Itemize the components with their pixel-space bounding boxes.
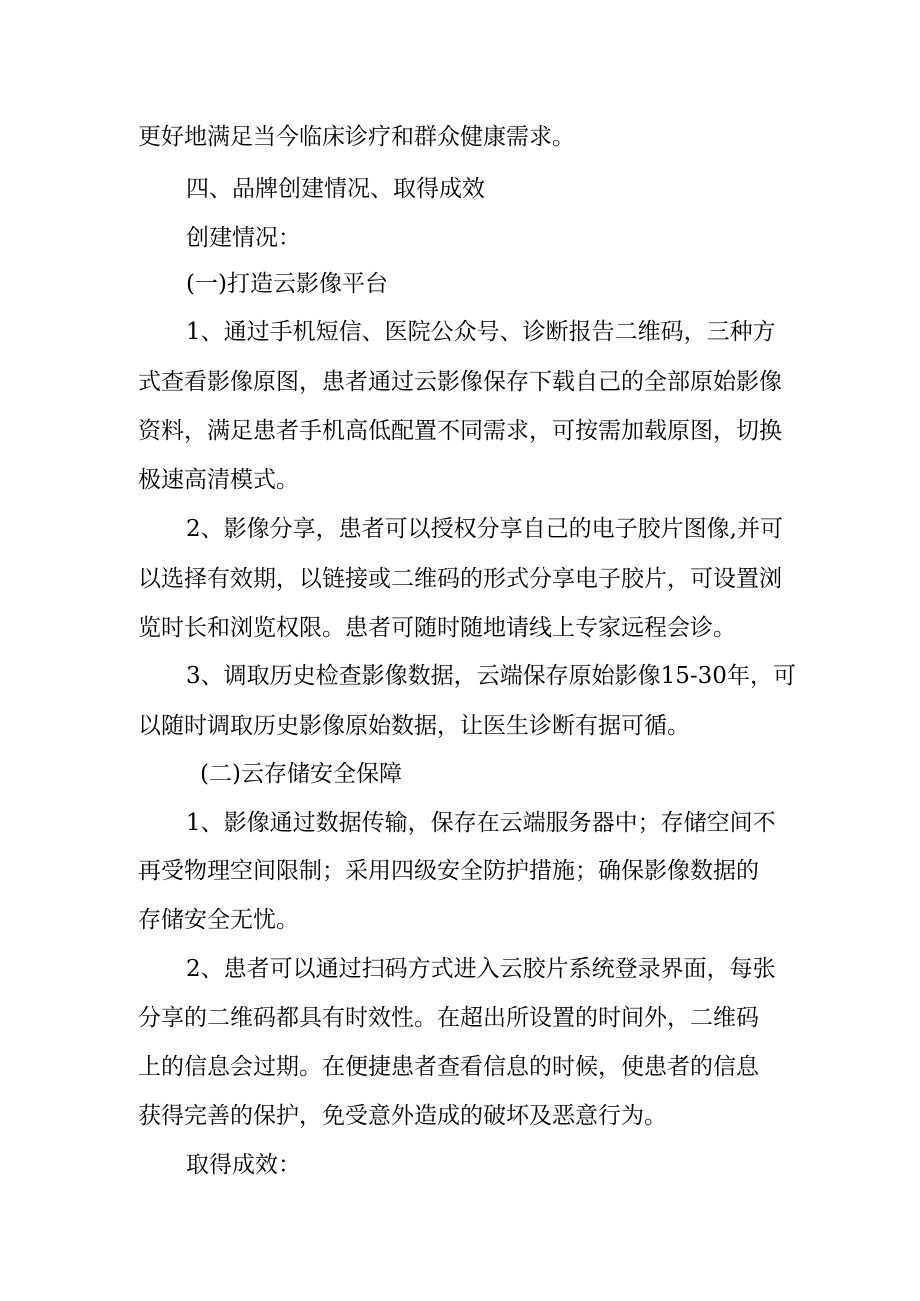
subheading: 创建情况：: [186, 225, 301, 251]
section-heading: 四、品牌创建情况、取得成效: [186, 176, 485, 202]
text-line: 再受物理空间限制；采用四级安全防护措施；确保影像数据的: [138, 858, 759, 884]
text-line: 式查看影像原图，患者通过云影像保存下载自己的全部原始影像: [138, 369, 782, 395]
text-line: 以选择有效期，以链接或二维码的形式分享电子胶片，可设置浏: [138, 566, 782, 592]
text-line: 3、调取历史检查影像数据，云端保存原始影像15-30年，可: [186, 663, 796, 689]
text-line: 极速高清模式。: [138, 467, 299, 493]
text-line: 存储安全无忧。: [138, 907, 299, 933]
text-line: 资料，满足患者手机高低配置不同需求，可按需加载原图，切换: [138, 418, 782, 444]
text-line: 览时长和浏览权限。患者可随时随地请线上专家远程会诊。: [138, 615, 736, 641]
text-line: 获得完善的保护，免受意外造成的破坏及恶意行为。: [138, 1103, 667, 1129]
text-line: 更好地满足当今临床诊疗和群众健康需求。: [138, 124, 575, 150]
text-line: 分享的二维码都具有时效性。在超出所设置的时间外，二维码: [138, 1005, 759, 1031]
subsection-heading: (二)云存储安全保障: [200, 761, 402, 787]
text-line: 2、影像分享，患者可以授权分享自己的电子胶片图像,并可: [186, 516, 783, 542]
subheading: 取得成效：: [186, 1152, 301, 1178]
text-line: 2、患者可以通过扫码方式进入云胶片系统登录界面，每张: [186, 956, 776, 982]
text-line: 以随时调取历史影像原始数据，让医生诊断有据可循。: [138, 713, 690, 739]
text-line: 1、影像通过数据传输，保存在云端服务器中；存储空间不: [186, 810, 776, 836]
text-line: 1、通过手机短信、医院公众号、诊断报告二维码，三种方: [186, 319, 776, 345]
text-line: 上的信息会过期。在便捷患者查看信息的时候，使患者的信息: [138, 1054, 759, 1080]
subsection-heading: (一)打造云影像平台: [186, 271, 388, 297]
